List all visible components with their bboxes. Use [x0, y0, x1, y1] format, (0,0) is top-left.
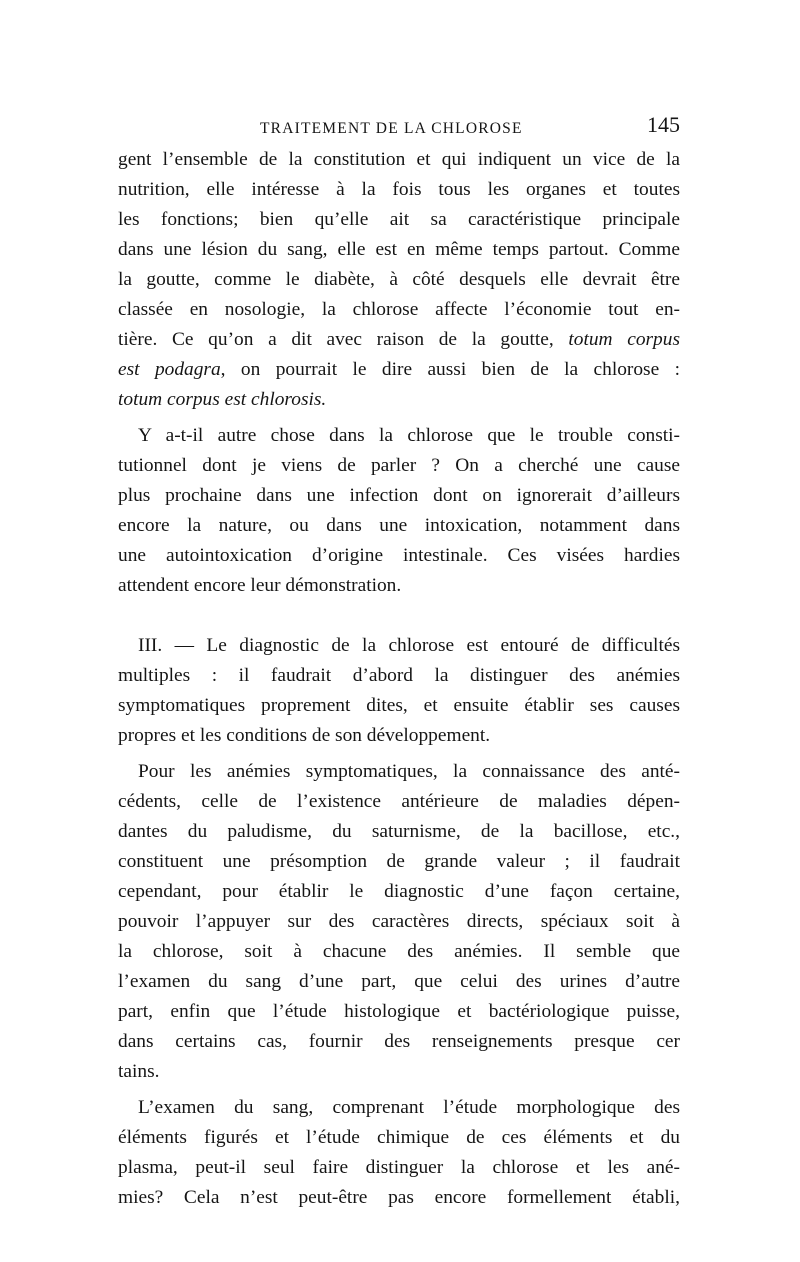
text-line: plasma, peut-il seul faire distinguer la chlorose et les ané-: [118, 1157, 680, 1178]
text-line: encore la nature, ou dans une intoxication, notamment dans: [118, 515, 680, 536]
text-run: tière. Ce qu’on a dit avec raison de la goutte,: [118, 329, 569, 350]
text-line: part, enfin que l’étude histologique et bactériologique puisse,: [118, 1001, 680, 1022]
text-line: propres et les conditions de son développement.: [118, 725, 491, 746]
latin-quote: totum corpus: [568, 329, 680, 350]
text-line: L’examen du sang, comprenant l’étude morphologique des: [138, 1097, 680, 1118]
paragraph: [118, 421, 680, 601]
text-line: cédents, celle de l’existence antérieure de maladies dépen-: [118, 791, 680, 812]
text-line: constituent une présomption de grande valeur ; il faudrait: [118, 851, 680, 872]
text-line: Pour les anémies symptomatiques, la connaissance des anté-: [138, 761, 680, 782]
running-title: TRAITEMENT DE LA CHLOROSE: [260, 120, 523, 137]
text-line: l’examen du sang d’une part, que celui des urines d’autre: [118, 971, 680, 992]
text-line: cependant, pour établir le diagnostic d’une façon certaine,: [118, 881, 680, 902]
latin-quote: est podagra: [118, 359, 221, 380]
text-line: plus prochaine dans une infection dont on ignorerait d’ailleurs: [118, 485, 680, 506]
body-text: [118, 145, 680, 1213]
text-line: tutionnel dont je viens de parler ? On a cherché une cause: [118, 455, 680, 476]
text-line: dans une lésion du sang, elle est en même temps partout. Comme: [118, 239, 680, 260]
text-line: attendent encore leur démonstration.: [118, 575, 402, 596]
text-line: III. — Le diagnostic de la chlorose est entouré de difficultés: [138, 635, 680, 656]
latin-quote-line: totum corpus est chlorosis.: [118, 389, 327, 410]
text-line: les fonctions; bien qu’elle ait sa caractéristique principale: [118, 209, 680, 230]
paragraph: [118, 757, 680, 1087]
text-line: gent l’ensemble de la constitution et qui indiquent un vice de la: [118, 149, 680, 170]
page-number: 145: [647, 112, 680, 137]
text-line: dans certains cas, fournir des renseignements presque cer: [118, 1031, 680, 1052]
text-line: [118, 355, 680, 385]
text-line: mies? Cela n’est peut-être pas encore formellement établi,: [118, 1187, 680, 1208]
paragraph: [118, 1093, 680, 1213]
text-line: tains.: [118, 1061, 160, 1082]
paragraph-continuation: [118, 145, 680, 415]
text-line: nutrition, elle intéresse à la fois tous les organes et toutes: [118, 179, 680, 200]
text-line: [118, 325, 680, 355]
text-line: dantes du paludisme, du saturnisme, de la bacillose, etc.,: [118, 821, 680, 842]
text-line: éléments figurés et l’étude chimique de ces éléments et du: [118, 1127, 680, 1148]
text-line: symptomatiques proprement dites, et ensuite établir ses causes: [118, 695, 680, 716]
text-line: la goutte, comme le diabète, à côté desquels elle devrait être: [118, 269, 680, 290]
text-line: classée en nosologie, la chlorose affecte l’économie tout en-: [118, 299, 680, 320]
text-run: , on pourrait le dire aussi bien de la chlorose :: [220, 359, 681, 380]
text-line: Y a-t-il autre chose dans la chlorose que le trouble consti-: [138, 425, 680, 446]
text-line: la chlorose, soit à chacune des anémies. Il semble que: [118, 941, 680, 962]
text-line: multiples : il faudrait d’abord la distinguer des anémies: [118, 665, 680, 686]
text-line: une autointoxication d’origine intestinale. Ces visées hardies: [118, 545, 680, 566]
running-header: [118, 112, 682, 142]
section-iii-paragraph: [118, 631, 680, 751]
text-line: pouvoir l’appuyer sur des caractères directs, spéciaux soit à: [118, 911, 680, 932]
